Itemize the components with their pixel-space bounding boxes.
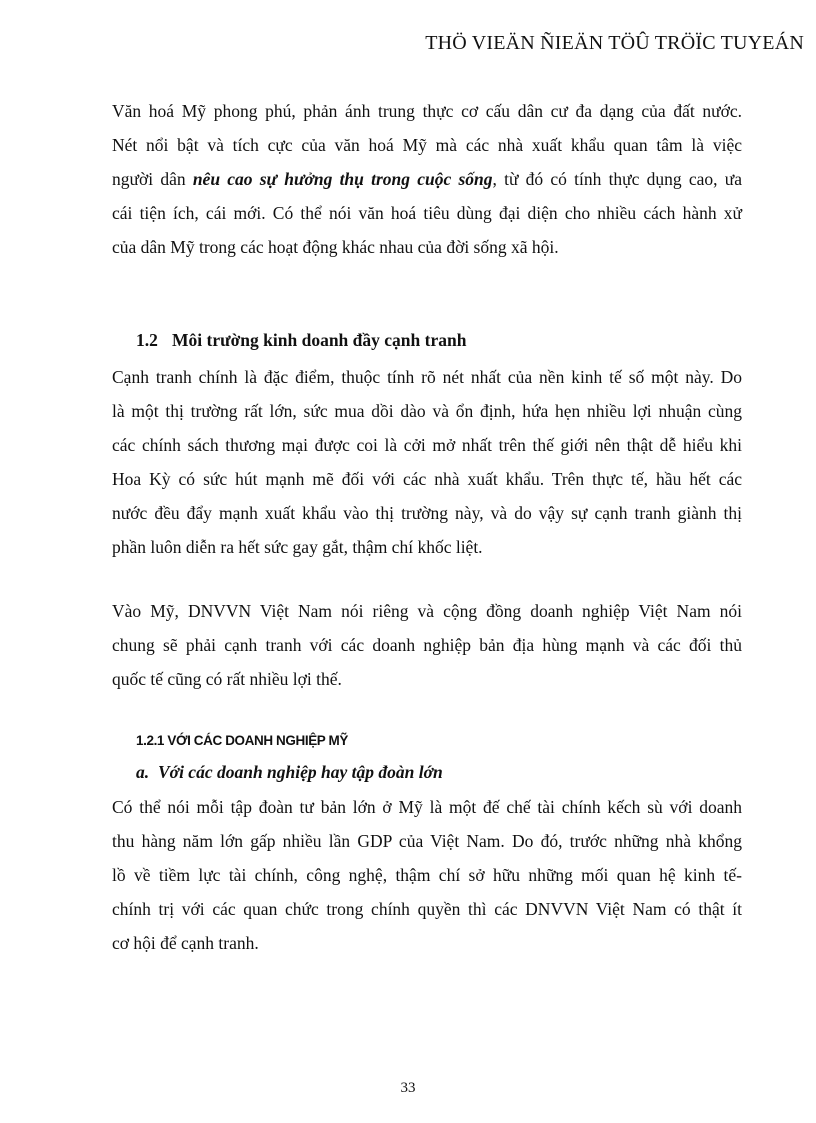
text-line: Cạnh tranh chính là đặc điểm, thuộc tính rõ nét nhất của nền kinh tế số một này. Do [112,367,742,387]
subsection-heading-1-2-1: 1.2.1 VỚI CÁC DOANH NGHIỆP MỸ [136,733,348,748]
text-line: cái tiện ích, cái mới. Có thể nói văn hoá tiêu dùng đại diện cho nhiều cách hành xử [112,203,742,223]
page-number: 33 [400,1080,416,1096]
section-title: Môi trường kinh doanh đầy cạnh tranh [172,330,467,350]
text-line: Vào Mỹ, DNVVN Việt Nam nói riêng và cộng đồng doanh nghiệp Việt Nam nói [112,601,742,621]
subsection-heading-a [136,762,443,783]
emphasized-phrase: nêu cao sự hưởng thụ trong cuộc sống [192,169,493,189]
text-line: quốc tế cũng có rất nhiều lợi thế. [112,669,342,689]
text-line: thu hàng năm lớn gấp nhiều lần GDP của Việt Nam. Do đó, trước những nhà khổng [112,831,742,851]
text-line [112,162,742,196]
text-line: Nét nổi bật và tích cực của văn hoá Mỹ mà các nhà xuất khẩu quan tâm là việc [112,135,742,155]
running-header: THÖ VIEÄN ÑIEÄN TÖÛ TRÖÏC TUYEÁN [425,32,804,54]
text-line: Có thể nói mỗi tập đoàn tư bản lớn ở Mỹ là một đế chế tài chính kếch sù với doanh [112,797,742,817]
text-line: phần luôn diễn ra hết sức gay gắt, thậm chí khốc liệt. [112,537,483,557]
paragraph-entering-us [112,594,742,696]
section-number: 1.2 [136,330,158,350]
paragraph-competition [112,360,742,564]
subsection-title: Với các doanh nghiệp hay tập đoàn lớn [158,762,443,782]
text-line: Hoa Kỳ có sức hút mạnh mẽ đối với các nhà xuất khẩu. Trên thực tế, hầu hết các [112,469,742,489]
text-line: lồ về tiềm lực tài chính, công nghệ, thậm chí sở hữu những mối quan hệ kinh tế- [112,865,742,885]
paragraph-american-culture [112,94,742,264]
text-run: người dân [112,169,193,189]
paragraph-large-corporations [112,790,742,960]
text-line: các chính sách thương mại được coi là cởi mở nhất trên thế giới nên thật dễ hiểu khi [112,435,742,455]
text-line: là một thị trường rất lớn, sức mua dồi dào và ổn định, hứa hẹn nhiều lợi nhuận cùng [112,401,742,421]
text-line: của dân Mỹ trong các hoạt động khác nhau của đời sống xã hội. [112,237,559,257]
text-run: , từ đó có tính thực dụng cao, ưa [492,169,742,189]
text-line: Văn hoá Mỹ phong phú, phản ánh trung thực cơ cấu dân cư đa dạng của đất nước. [112,101,742,121]
subsection-letter: a. [136,762,150,782]
text-line: nước đều đẩy mạnh xuất khẩu vào thị trường này, và do vậy sự cạnh tranh giành thị [112,503,742,523]
text-line: chung sẽ phải cạnh tranh với các doanh nghiệp bản địa hùng mạnh và các đối thủ [112,635,742,655]
text-line: cơ hội để cạnh tranh. [112,933,259,953]
text-line: chính trị với các quan chức trong chính quyền thì các DNVVN Việt Nam có thật ít [112,899,742,919]
section-heading-1-2 [136,330,466,351]
